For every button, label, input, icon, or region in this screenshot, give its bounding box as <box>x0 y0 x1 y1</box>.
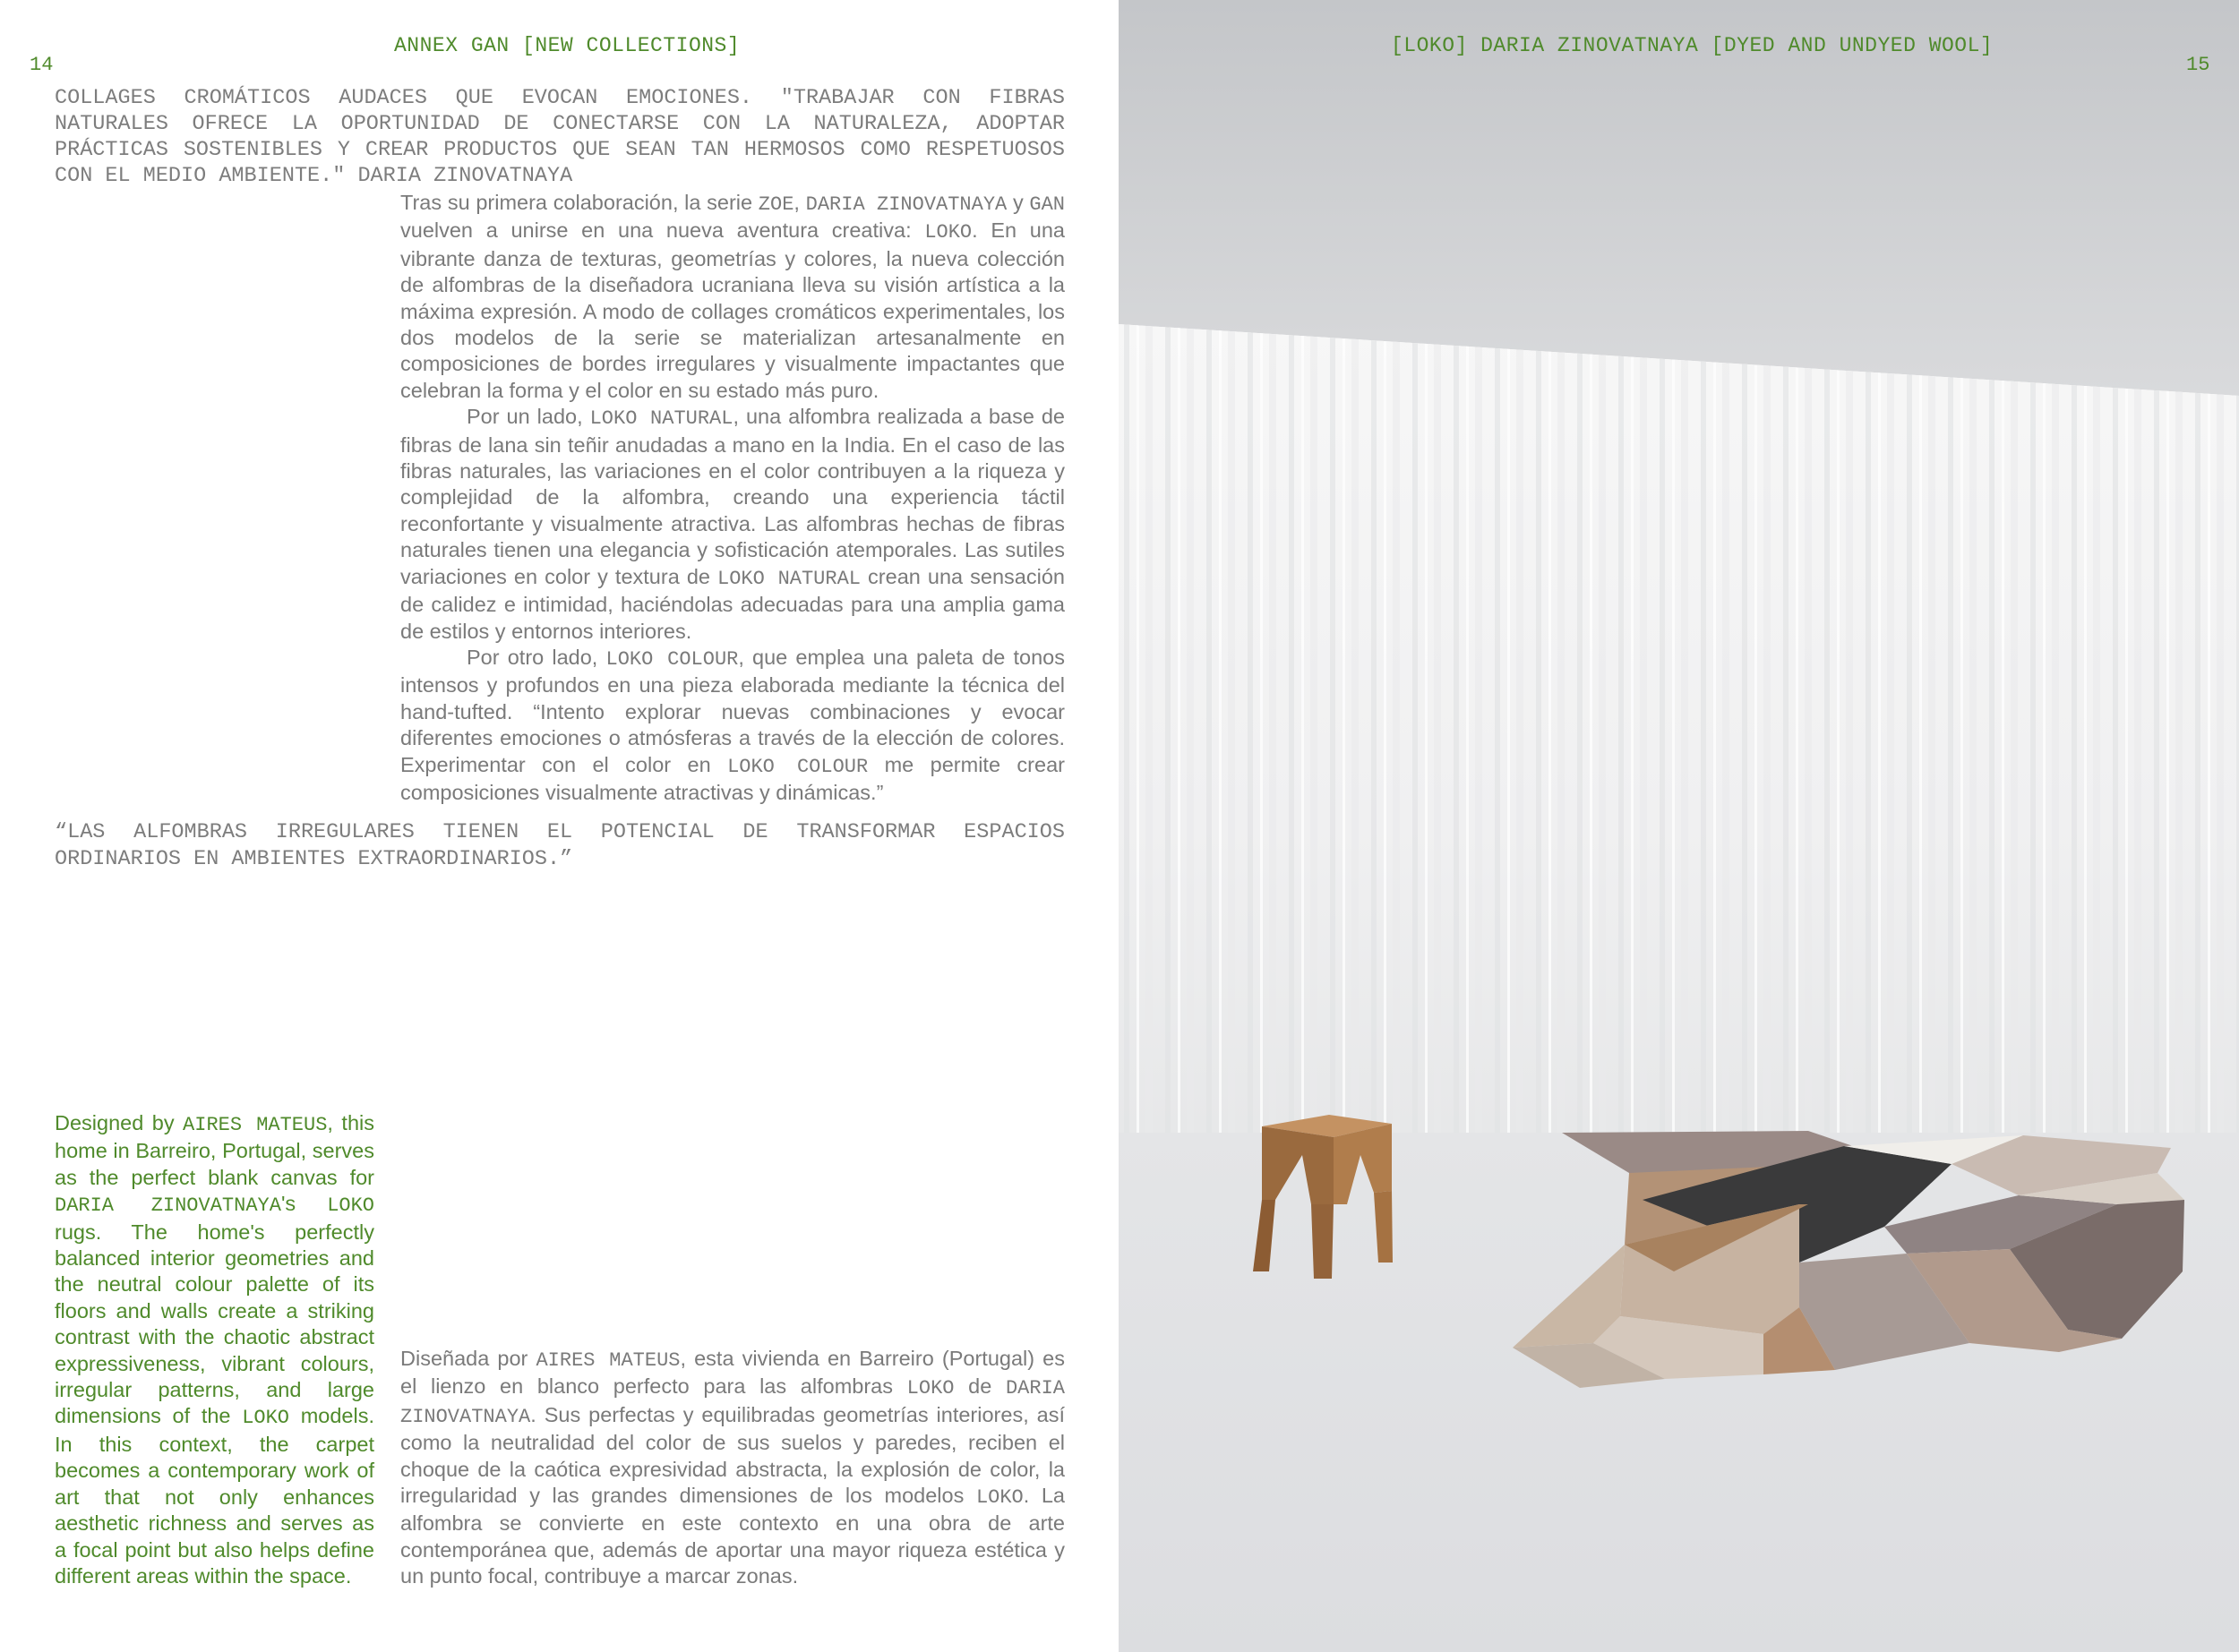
right-page-number: 15 <box>2186 54 2210 76</box>
room-photo <box>1119 0 2239 1652</box>
product-name: LOKO COLOUR <box>727 755 869 778</box>
product-name: LOKO NATURAL <box>717 567 861 590</box>
collection-name: LOKO <box>975 1486 1024 1510</box>
designer-name: DARIA ZINOVATNAYA <box>805 193 1008 216</box>
english-caption: Designed by AIRES MATEUS, this home in Barreiro, Portugal, serves as the perfect blank canvas for DARIA ZINOVATNAYA's LOKO rugs. The home's perfectly balanced interior geometries and the neutral colour palette of its floors and walls create a striking contrast with the chaotic abstract expressiveness, vibrant colours, irregular patterns, and large dimensions of the LOKO models. In this context, the carpet becomes a contemporary work of art that not only enhances aesthetic richness and serves as a focal point but also helps define different areas within the space. <box>55 1111 375 1588</box>
right-page <box>1119 0 2239 1652</box>
intro-quote: COLLAGES CROMÁTICOS AUDACES QUE EVOCAN EMOCIONES. "TRABAJAR CON FIBRAS NATURALES OFRECE LA OPORTUNIDAD DE CONECTARSE CON LA NATURALEZA, ADOPTAR PRÁCTICAS SOSTENIBLES Y CREAR PRODUCTOS QUE SEAN TAN HERMOSOS COMO RESPETUOSOS CON EL MEDIO AMBIENTE." DARIA ZINOVATNAYA <box>55 86 1065 188</box>
brand-name: GAN <box>1029 193 1066 216</box>
architect-name: AIRES MATEUS <box>536 1349 681 1372</box>
collection-name: LOKO <box>906 1377 955 1400</box>
left-page-header: ANNEX GAN [NEW COLLECTIONS] <box>394 34 741 57</box>
body-paragraph-1: Tras su primera colaboración, la serie ZOE, DARIA ZINOVATNAYA y GAN vuelven a unirse en una nueva aventura creativa: LOKO. En una vibrante danza de texturas, geometrías y colores, la nueva colección de alfombras de la diseñadora ucraniana lleva su visión artística a la máxima expresión. A modo de collages cromáticos experimentales, los dos modelos de la serie se materializan artesanalmente en composiciones de bordes irregulares y visualmente impactantes que celebran la forma y el color en su estado más puro. <box>400 191 1066 402</box>
designer-name: DARIA ZINOVATNAYA <box>55 1194 281 1218</box>
body-paragraph-2: Por un lado, LOKO NATURAL, una alfombra realizada a base de fibras de lana sin teñir anudadas a mano en la India. En el caso de las fibras naturales, las variaciones en el color contribuyen a la riqueza y complejidad de la alfombra, creando una experiencia táctil reconfortante y visualmente atractiva. Las alfombras hechas de fibras naturales tienen una elegancia y sofisticación atemporales. Las sutiles variaciones en color y textura de LOKO NATURAL crean una sensación de calidez e intimidad, haciéndolas adecuadas para una amplia gama de estilos y entornos interiores. <box>400 405 1065 643</box>
pull-quote: “LAS ALFOMBRAS IRREGULARES TIENEN EL POTENCIAL DE TRANSFORMAR ESPACIOS ORDINARIOS EN AMBIENTES EXTRAORDINARIOS.” <box>55 820 1065 871</box>
product-name: LOKO COLOUR <box>605 647 739 671</box>
article-body <box>400 190 1065 806</box>
spanish-caption: Diseñada por AIRES MATEUS, esta vivienda en Barreiro (Portugal) es el lienzo en blanco perfecto para las alfombras LOKO de DARIA ZINOVATNAYA. Sus perfectas y equilibradas geometrías interiores, así como la neutralidad del color de sus suelos y paredes, reciben el choque de la caótica expresividad abstracta, la explosión de color, la irregularidad y las grandes dimensiones de los modelos LOKO. La alfombra se convierte en este contexto en una obra de arte contemporánea que, además de aportar una mayor riqueza estética y un punto focal, contribuye a marcar zonas. <box>400 1347 1065 1588</box>
left-page-number: 14 <box>30 54 54 76</box>
collection-name: LOKO <box>327 1194 375 1218</box>
product-name: LOKO NATURAL <box>589 407 733 431</box>
designer-name: DARIA ZINOVATNAYA <box>400 1377 1065 1428</box>
body-paragraph-3: Por otro lado, LOKO COLOUR, que emplea una paleta de tonos intensos y profundos en una pieza elaborada mediante la técnica del hand-tufted. “Intento explorar nuevas combinaciones y evocar diferentes emociones o atmósferas a través de la elección de colores. Experimentar con el color en LOKO COLOUR me permite crear composiciones visualmente atractivas y dinámicas.” <box>400 645 1065 804</box>
architect-name: AIRES MATEUS <box>183 1114 328 1136</box>
collection-name: LOKO <box>242 1407 290 1430</box>
series-name: ZOE <box>758 193 794 216</box>
right-page-header: [LOKO] DARIA ZINOVATNAYA [DYED AND UNDYED WOOL] <box>1391 34 1994 57</box>
collection-name: LOKO <box>924 221 973 244</box>
